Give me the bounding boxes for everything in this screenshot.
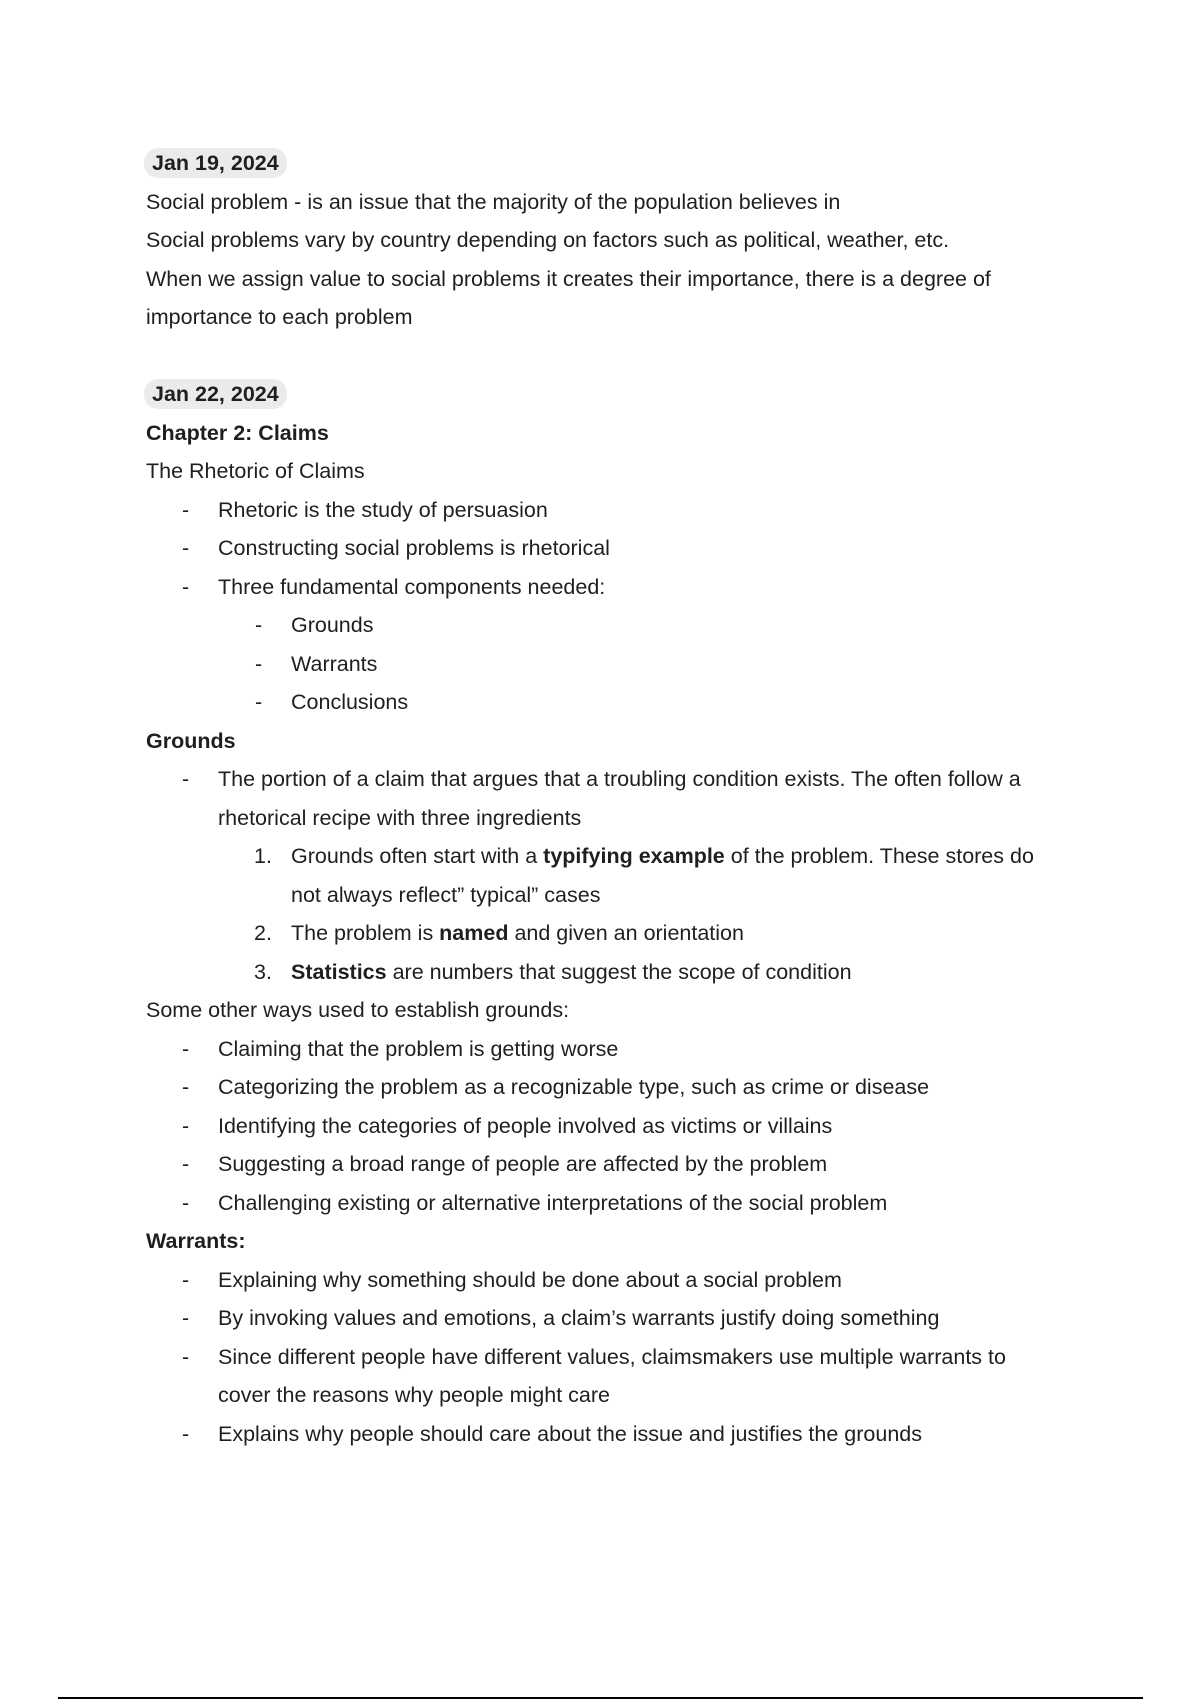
list-item-text: Warrants <box>291 651 378 676</box>
numbered-item-text <box>291 914 1086 953</box>
list-item <box>146 760 1086 837</box>
dash-bullet: - <box>182 1190 190 1215</box>
list-item-text: Challenging existing or alternative interpretations of the social problem <box>218 1190 888 1215</box>
sub-list-item <box>146 645 1086 684</box>
list-item-text: Since different people have different values, claimsmakers use multiple warrants to <box>218 1344 1006 1369</box>
paragraph-gap <box>146 337 1086 376</box>
list-item-text: Rhetoric is the study of persuasion <box>218 497 548 522</box>
list-item <box>146 1184 1086 1223</box>
date-chip[interactable]: Jan 19, 2024 <box>144 148 287 178</box>
dash-bullet: - <box>182 1113 190 1138</box>
dash-bullet: - <box>182 1421 190 1446</box>
list-item-text-continued: cover the reasons why people might care <box>218 1383 610 1407</box>
list-item <box>146 1338 1086 1415</box>
numbered-item <box>146 953 1086 992</box>
dash-bullet: - <box>255 690 263 714</box>
text-run: are numbers that suggest the scope of condition <box>386 959 852 984</box>
numbered-item-text <box>291 953 1086 992</box>
list-number: 3. <box>254 959 272 984</box>
list-item-text: By invoking values and emotions, a claim’s warrants justify doing something <box>218 1306 940 1330</box>
chapter-title: Chapter 2: Claims <box>146 420 329 445</box>
text-run: The problem is <box>291 921 440 945</box>
dash-bullet: - <box>255 651 263 676</box>
other-ways-heading: Some other ways used to establish grounds: <box>146 998 570 1022</box>
sub-list-item <box>146 606 1086 645</box>
bold-term: typifying example <box>543 844 725 868</box>
list-item-text: Identifying the categories of people involved as victims or villains <box>218 1113 833 1138</box>
list-item <box>146 1415 1086 1454</box>
dash-bullet: - <box>182 536 190 560</box>
list-item-text: Conclusions <box>291 690 409 714</box>
body-line: Social problem - is an issue that the majority of the population believes in <box>146 189 841 214</box>
list-item <box>146 568 1086 607</box>
list-item-text: Explaining why something should be done about a social problem <box>218 1267 842 1292</box>
list-item-text: The portion of a claim that argues that a troubling condition exists. The often follow a <box>218 767 1021 791</box>
dash-bullet: - <box>182 1267 190 1292</box>
bold-term: Statistics <box>291 959 387 984</box>
sub-list-item <box>146 683 1086 722</box>
list-item-text: Suggesting a broad range of people are affected by the problem <box>218 1152 828 1176</box>
dash-bullet: - <box>255 613 263 637</box>
text-run: Grounds often start with a <box>291 844 544 868</box>
grounds-heading: Grounds <box>146 728 236 753</box>
list-item <box>146 1030 1086 1069</box>
dash-bullet: - <box>182 1306 190 1330</box>
date-row-2 <box>146 375 1086 414</box>
list-item-text: Grounds <box>291 613 374 637</box>
list-item-text: Three fundamental components needed: <box>218 574 606 599</box>
dash-bullet: - <box>182 1075 190 1099</box>
footer-divider <box>58 1697 1143 1699</box>
list-item-text: Categorizing the problem as a recognizable type, such as crime or disease <box>218 1075 930 1099</box>
bold-term: named <box>439 921 509 945</box>
numbered-item <box>146 914 1086 953</box>
dash-bullet: - <box>182 767 190 791</box>
numbered-item <box>146 837 1086 914</box>
body-line: When we assign value to social problems it creates their importance, there is a degree of <box>146 266 991 291</box>
list-number: 2. <box>254 921 272 945</box>
body-line: importance to each problem <box>146 305 413 329</box>
list-item <box>146 1299 1086 1338</box>
document-page <box>146 144 1086 1453</box>
rhetoric-heading: The Rhetoric of Claims <box>146 459 365 483</box>
list-item <box>146 491 1086 530</box>
list-item <box>146 1261 1086 1300</box>
list-item-text: Explains why people should care about the issue and justifies the grounds <box>218 1421 922 1446</box>
date-row-1 <box>146 144 1086 183</box>
numbered-item-text-continued: not always reflect” typical” cases <box>291 882 601 907</box>
list-item-text: Claiming that the problem is getting worse <box>218 1036 619 1061</box>
list-item-text-continued: rhetorical recipe with three ingredients <box>218 805 582 830</box>
list-item <box>146 1107 1086 1146</box>
text-run: and given an orientation <box>508 921 744 945</box>
list-item <box>146 1068 1086 1107</box>
list-item <box>146 1145 1086 1184</box>
warrants-heading: Warrants: <box>146 1229 246 1253</box>
date-chip[interactable]: Jan 22, 2024 <box>144 379 287 409</box>
list-item-text: Constructing social problems is rhetorical <box>218 536 610 560</box>
text-run: of the problem. These stores do <box>724 844 1034 868</box>
list-number: 1. <box>254 844 272 868</box>
list-item <box>146 529 1086 568</box>
body-line: Social problems vary by country depending on factors such as political, weather, etc. <box>146 228 950 252</box>
dash-bullet: - <box>182 1344 190 1369</box>
dash-bullet: - <box>182 497 190 522</box>
dash-bullet: - <box>182 1036 190 1061</box>
dash-bullet: - <box>182 574 190 599</box>
numbered-item-text <box>291 837 1086 876</box>
dash-bullet: - <box>182 1152 190 1176</box>
